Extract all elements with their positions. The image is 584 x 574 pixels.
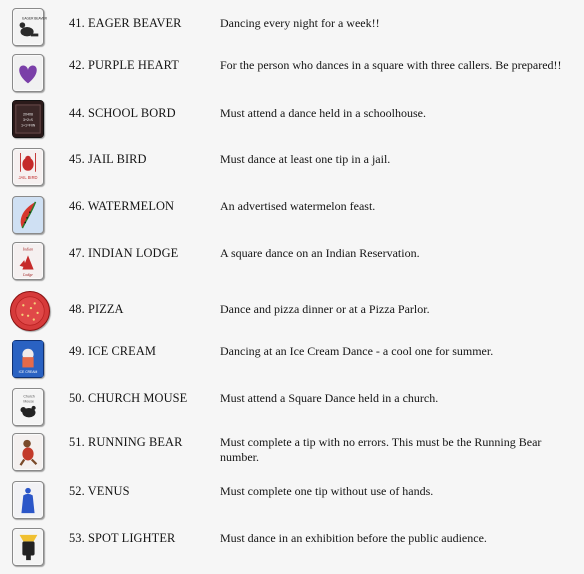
chalkboard-icon xyxy=(12,100,44,138)
venus-icon xyxy=(12,481,44,519)
svg-text:3+2=5: 3+2=5 xyxy=(22,118,34,123)
svg-text:1+1=FUN: 1+1=FUN xyxy=(20,124,36,129)
badge-row xyxy=(0,146,584,192)
beaver-icon xyxy=(12,8,47,46)
lodge-icon xyxy=(12,242,44,280)
badge-row xyxy=(0,50,584,96)
badge-name: 44. SCHOOL BORD xyxy=(69,106,176,120)
watermelon-icon xyxy=(12,196,44,234)
badge-name: 50. CHURCH MOUSE xyxy=(69,391,188,405)
badge-name: 47. INDIAN LODGE xyxy=(69,246,179,260)
badge-description: Must attend a Square Dance held in a church. xyxy=(220,391,439,405)
svg-text:2X4X8: 2X4X8 xyxy=(22,113,34,118)
badge-row xyxy=(0,192,584,240)
badge-description: Dancing at an Ice Cream Dance - a cool one for summer. xyxy=(220,344,494,358)
purple-heart-icon xyxy=(12,54,44,92)
badge-name: 49. ICE CREAM xyxy=(69,344,157,358)
badge-row xyxy=(0,524,584,572)
pizza-icon xyxy=(10,291,50,331)
badge-description: Must attend a dance held in a schoolhouse. xyxy=(220,106,426,120)
spotlight-icon xyxy=(12,528,44,566)
badge-name: 46. WATERMELON xyxy=(69,199,175,213)
badge-description: Must complete one tip without use of hands. xyxy=(220,484,434,498)
badge-row xyxy=(0,382,584,430)
svg-text:Indian: Indian xyxy=(22,246,34,252)
mouse-icon xyxy=(12,388,44,426)
svg-text:ICE CREAM: ICE CREAM xyxy=(18,370,38,375)
badge-description: Must dance in an exhibition before the public audience. xyxy=(220,531,487,545)
badge-description: Dancing every night for a week!! xyxy=(220,16,380,30)
jail-bird-icon xyxy=(12,148,44,186)
svg-text:Lodge: Lodge xyxy=(23,272,33,277)
badge-name: 45. JAIL BIRD xyxy=(69,152,147,166)
badge-description: For the person who dances in a square with three callers. Be prepared!! xyxy=(220,58,562,72)
badge-row xyxy=(0,98,584,144)
badge-description: A square dance on an Indian Reservation. xyxy=(220,246,420,260)
badge-name: 42. PURPLE HEART xyxy=(69,58,179,72)
svg-text:JAIL BIRD: JAIL BIRD xyxy=(18,175,38,181)
badge-name: 41. EAGER BEAVER xyxy=(69,16,182,30)
badge-name: 52. VENUS xyxy=(69,484,130,498)
badge-description: Must dance at least one tip in a jail. xyxy=(220,152,391,166)
svg-text:Church: Church xyxy=(23,394,35,399)
badge-row xyxy=(0,478,584,524)
badge-row xyxy=(0,430,584,478)
badge-row xyxy=(0,336,584,382)
badge-row xyxy=(0,240,584,288)
ice-cream-icon xyxy=(12,340,44,378)
badge-description: Must complete a tip with no errors. This must be the Running Bear number. xyxy=(220,435,542,464)
badge-name: 51. RUNNING BEAR xyxy=(69,435,183,449)
badge-description: Dance and pizza dinner or at a Pizza Parlor. xyxy=(220,302,430,316)
badge-row xyxy=(0,4,584,48)
badge-row xyxy=(0,288,584,336)
badge-name: 48. PIZZA xyxy=(69,302,124,316)
svg-text:Mouse: Mouse xyxy=(23,399,34,404)
badge-name: 53. SPOT LIGHTER xyxy=(69,531,176,545)
badge-description: An advertised watermelon feast. xyxy=(220,199,376,213)
running-bear-icon xyxy=(12,433,44,471)
badge-text: EAGER BEAVER xyxy=(22,16,47,21)
